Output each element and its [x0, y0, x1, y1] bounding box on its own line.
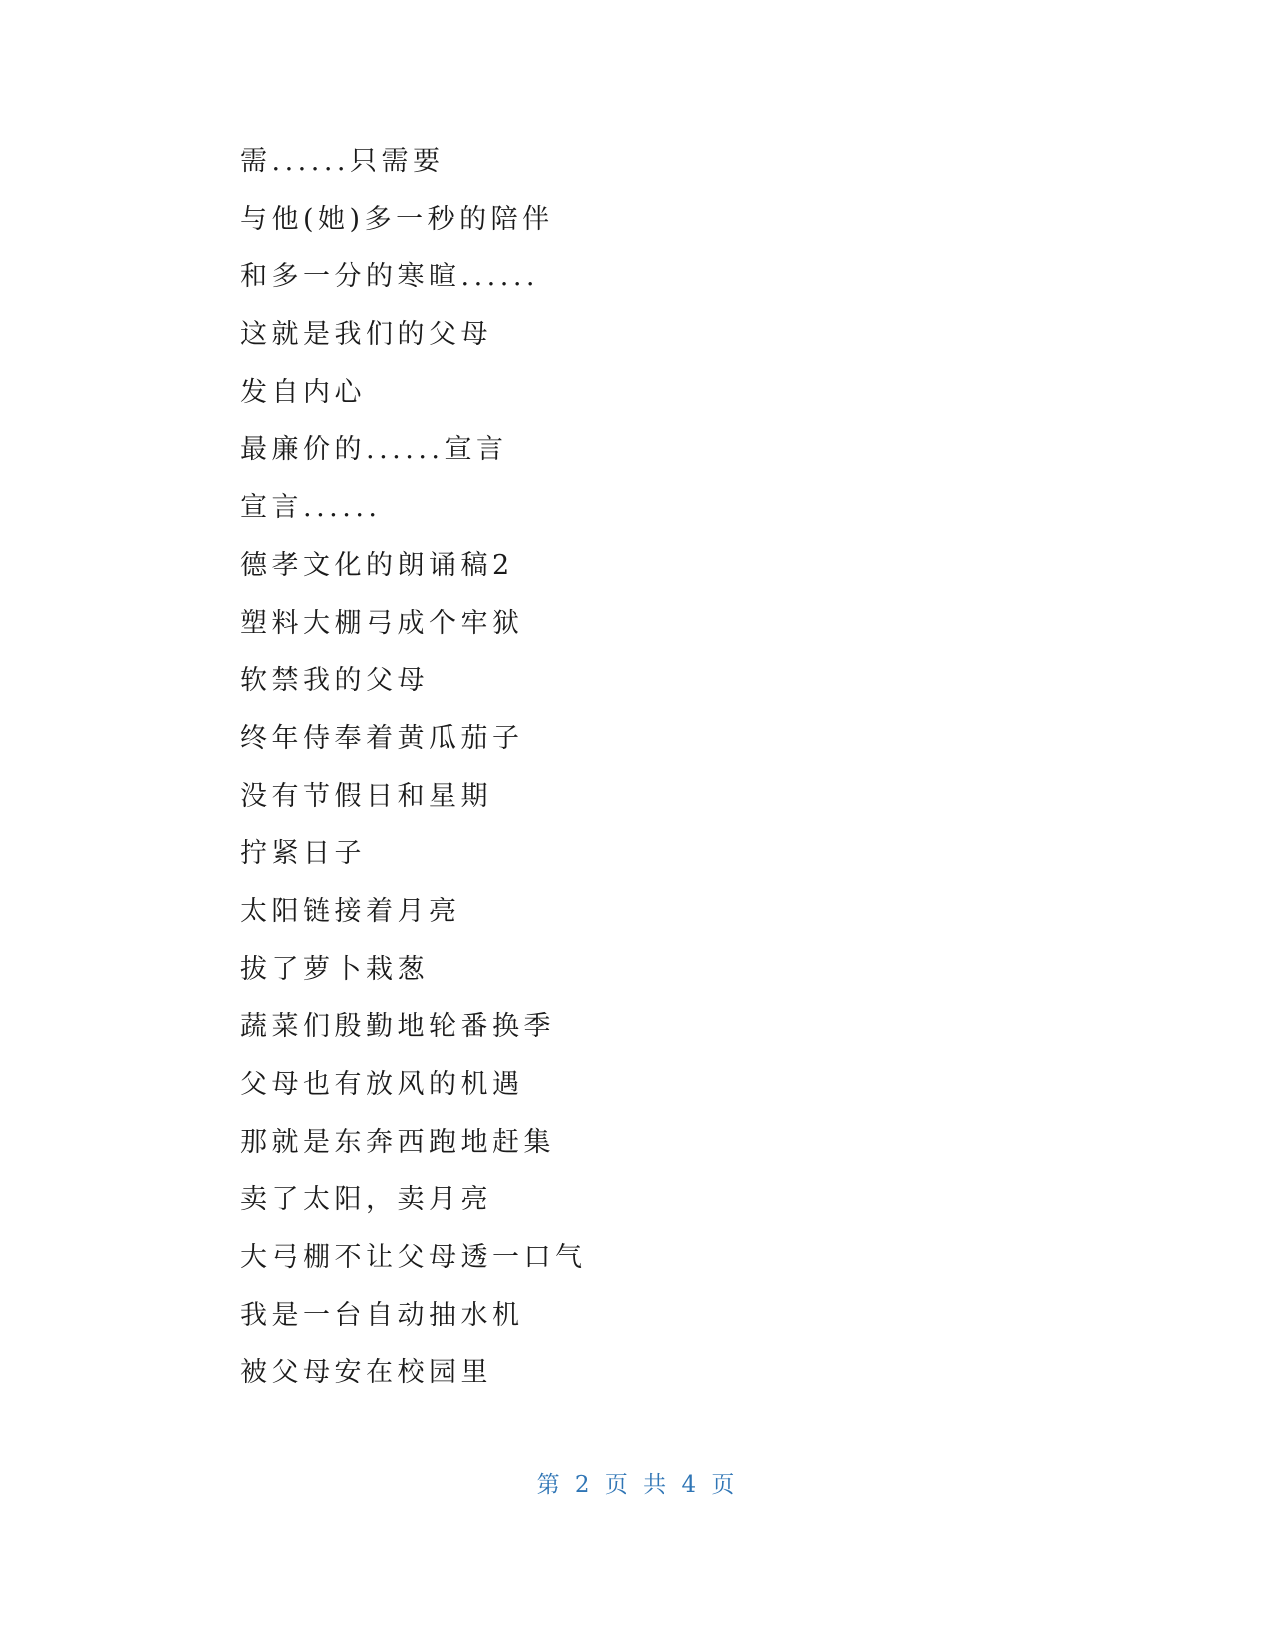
text-line: 终年侍奉着黄瓜茄子 — [240, 722, 524, 754]
text-line: 大弓棚不让父母透一口气 — [240, 1242, 587, 1274]
text-line: 我是一台自动抽水机 — [240, 1299, 524, 1331]
text-line: 拧紧日子 — [240, 838, 366, 870]
text-line: 被父母安在校园里 — [240, 1357, 492, 1389]
text-line: 那就是东奔西跑地赶集 — [240, 1126, 555, 1158]
text-line: 这就是我们的父母 — [240, 319, 492, 351]
text-line: 没有节假日和星期 — [240, 780, 492, 812]
footer-suffix: 页 — [711, 1472, 739, 1498]
poem-body — [240, 142, 587, 1411]
text-line: 父母也有放风的机遇 — [240, 1069, 524, 1100]
text-line: 与他(她)多一秒的陪伴 — [240, 203, 554, 235]
text-line: 塑料大棚弓成个牢狱 — [240, 607, 524, 639]
footer-page-word: 页 — [604, 1472, 632, 1498]
section-title: 德孝文化的朗诵稿2 — [240, 549, 514, 581]
text-line: 宣言...... — [240, 492, 382, 524]
text-line: 软禁我的父母 — [240, 665, 429, 697]
footer-current-page: 2 — [574, 1472, 594, 1498]
text-line: 太阳链接着月亮 — [240, 895, 461, 927]
footer-prefix: 第 — [536, 1472, 564, 1498]
page-footer — [0, 1466, 1275, 1499]
text-line: 蔬菜们殷勤地轮番换季 — [240, 1011, 555, 1043]
footer-total-word: 共 — [643, 1472, 671, 1498]
text-line: 和多一分的寒暄...... — [240, 261, 539, 293]
text-line: 卖了太阳，卖月亮 — [240, 1184, 492, 1216]
text-line: 拔了萝卜栽葱 — [240, 953, 429, 985]
text-line: 发自内心 — [240, 376, 366, 408]
footer-total-pages: 4 — [681, 1472, 701, 1498]
text-line: 需......只需要 — [240, 146, 445, 177]
text-line: 最廉价的......宣言 — [240, 434, 508, 466]
